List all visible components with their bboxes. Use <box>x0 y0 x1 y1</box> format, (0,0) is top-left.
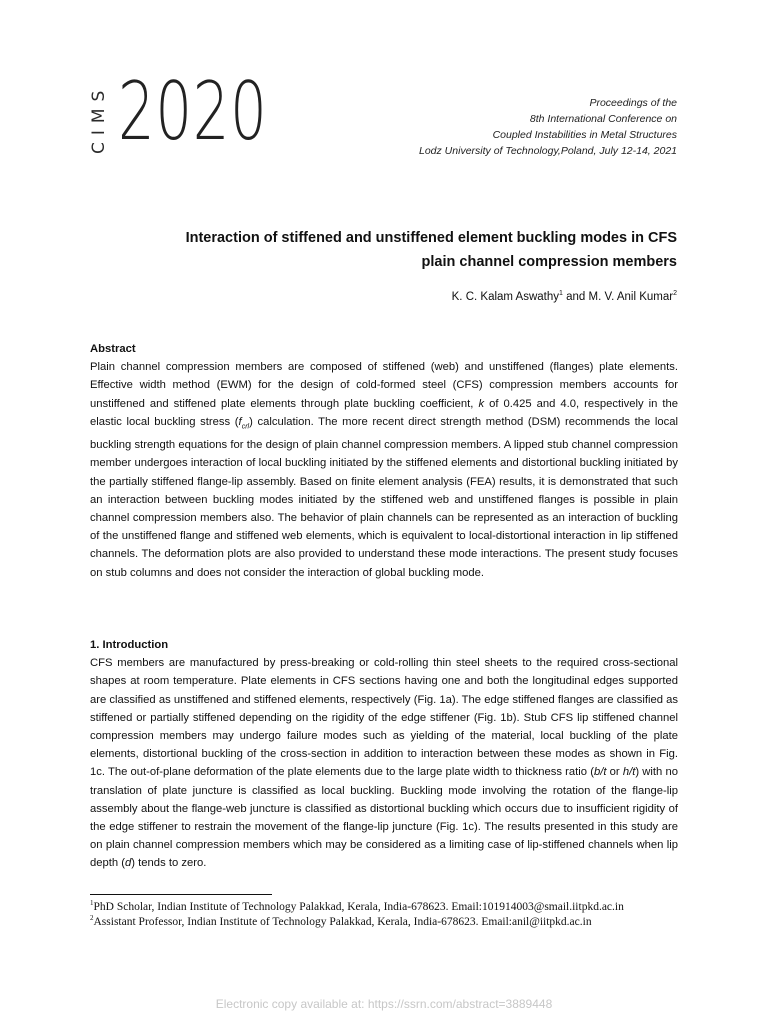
abstract-heading: Abstract <box>90 343 136 355</box>
introduction-text <box>90 654 678 872</box>
logo-year: 2020 <box>118 65 268 158</box>
footnote-divider <box>90 894 272 895</box>
paper-title-line-2: plain channel compression members <box>421 254 677 270</box>
footnote-2 <box>90 915 624 930</box>
bt-symbol: b/t <box>593 766 607 779</box>
proceedings-line: Lodz University of Technology,Poland, July 12-14, 2021 <box>419 145 677 157</box>
or-word: or <box>606 766 623 779</box>
introduction-text-part: CFS members are manufactured by press-breaking or cold-rolling thin steel sheets to the required cross-sectional shapes at room temperature. Plate elements in CFS sections having one and both the longitudinal edges supported are classified as unstiffened and stiffened elements, respectively (Fig. 1a). The edge stiffened flanges are classified as stiffened or partially stiffened depending on the rigidity of the edge stiffener (Fig. 1b). Stub CFS lip stiffened channel compression members may undergo failure modes such as yielding of the material, local buckling of the plate elements, distortional buckling of the cross-section in addition to interaction between these modes as shown in Fig. 1c. The out-of-plane deformation of the plate elements due to the large plate width to thickness ratio ( <box>90 657 678 779</box>
paper-title <box>117 226 677 274</box>
abstract-section <box>90 340 678 582</box>
abstract-text-part: Plain channel compression members are composed of stiffened (web) and unstiffened (flanges) plate elements. Effective width method (EWM) for the design of cold-formed steel (CFS) compression members accounts for unstiffened and stiffened plate elements through plate buckling coefficient, <box>90 361 678 410</box>
ssrn-watermark: Electronic copy available at: https://ssrn.com/abstract=3889448 <box>215 997 553 1011</box>
proceedings-line: Coupled Instabilities in Metal Structures <box>492 129 677 141</box>
introduction-text-part: ) tends to zero. <box>131 857 207 870</box>
proceedings-header <box>419 95 677 159</box>
author-joiner: and <box>562 291 589 303</box>
footnote-1-text: PhD Scholar, Indian Institute of Technology Palakkad, Kerala, India-678623. Email:101914003@smail.iitpkd.ac.in <box>93 901 624 913</box>
abstract-text-part: ) calculation. The more recent direct strength method (DSM) recommends the local buckling strength equations for the design of plain channel compression members. A lipped stub channel compression member undergoes interaction of local buckling initiated by the stiffened elements and distortional buckling initiated by the partially stiffened flange-lip assembly. Based on finite element analysis (FEA) results, it is demonstrated that such an interaction between buckling modes initiated by the stiffened web and unstiffened flanges is possible in plain channel compression members also. The behavior of plain channels can be represented as an interaction of buckling of the unstiffened flange and stiffened web elements, which is equivalent to local-distortional interaction in lip stiffened channels. The deformation plots are also provided to understand these mode interactions. The present study focuses on stub columns and does not consider the interaction of global buckling mode. <box>90 415 678 579</box>
proceedings-line: Proceedings of the <box>589 97 677 109</box>
introduction-section <box>90 636 678 873</box>
author-list <box>452 289 677 305</box>
abstract-text-part: of 0.425 and 4.0, respectively in the elastic local buckling stress ( <box>90 397 678 428</box>
author-2-affiliation-mark: 2 <box>673 290 677 298</box>
logo-cims-text: CIMS <box>89 83 109 154</box>
fcrl-f: f <box>238 415 242 428</box>
footnotes <box>90 900 624 930</box>
paper-title-line-1: Interaction of stiffened and unstiffened element buckling modes in CFS <box>185 230 677 246</box>
author-1-affiliation-mark: 1 <box>559 290 563 298</box>
proceedings-line: 8th International Conference on <box>529 113 677 125</box>
author-1: K. C. Kalam Aswathy <box>451 291 560 303</box>
fcrl-subscript: crl <box>241 423 250 431</box>
introduction-text-part: ) with no translation of plate juncture is classified as local buckling. Buckling mode involving the rotation of the flange-lip assembly about the flange-web juncture is classified as distortional buckling which occurs due to insufficient rigidity of the edge stiffener to restrain the movement of the flange-lip juncture (Fig. 1c). The results presented in this study are on plain channel compression members which may be considered as a limiting case of lip-stiffened channels when lip depth ( <box>90 766 678 870</box>
logo-cims-vertical <box>88 78 110 154</box>
footnote-2-mark: 2 <box>90 914 94 923</box>
footnote-1 <box>90 900 624 915</box>
abstract-text <box>90 358 678 582</box>
k-symbol: k <box>478 397 485 410</box>
d-symbol: d <box>125 857 132 870</box>
introduction-heading: 1. Introduction <box>90 639 169 651</box>
ht-symbol: h/t <box>622 766 636 779</box>
author-2: M. V. Anil Kumar <box>588 291 674 303</box>
fcrl-symbol <box>238 415 250 431</box>
footnote-1-mark: 1 <box>90 899 94 908</box>
footnote-2-text: Assistant Professor, Indian Institute of Technology Palakkad, Kerala, India-678623. Email:anil@iitpkd.ac.in <box>93 916 592 928</box>
